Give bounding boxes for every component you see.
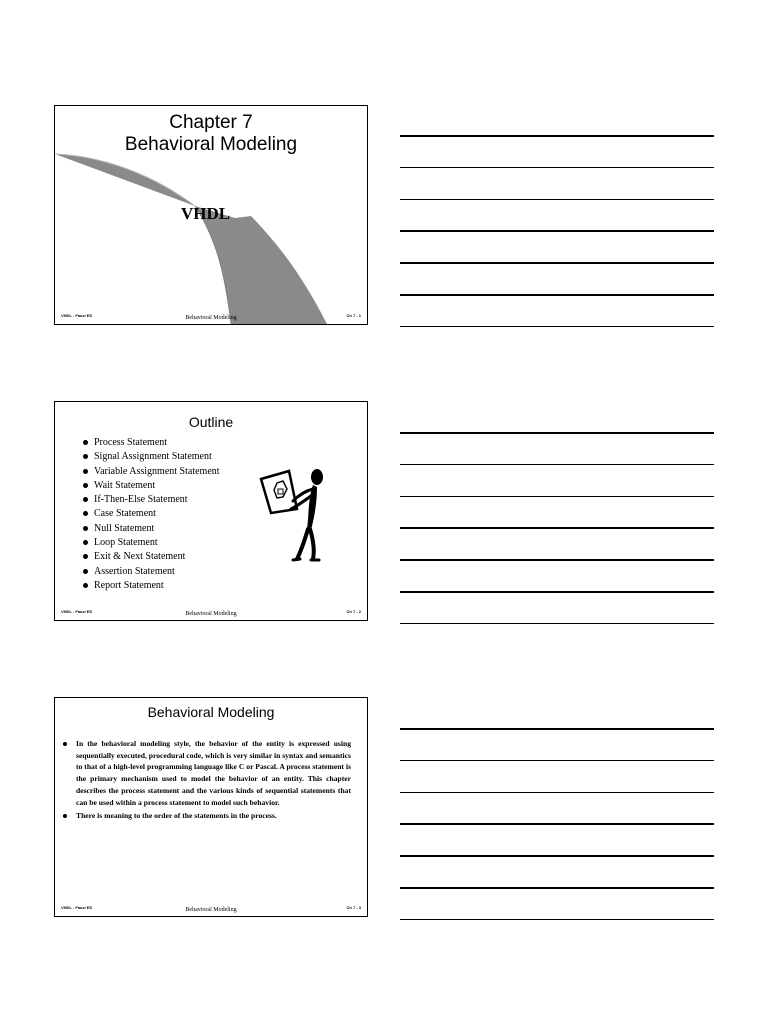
footer-topic: Behavioral Modeling: [185, 315, 237, 321]
bullet-icon: [83, 554, 88, 559]
note-line: [400, 167, 714, 169]
note-line: [400, 855, 714, 857]
note-line: [400, 135, 714, 137]
stick-figure-with-sign-icon: [253, 465, 333, 565]
note-line: [400, 760, 714, 762]
slide-title: Outline: [188, 414, 234, 430]
note-line: [400, 527, 714, 529]
outline-list: [83, 436, 220, 593]
note-line: [400, 887, 714, 889]
note-line: [400, 464, 714, 466]
bullet-icon: [83, 469, 88, 474]
note-line: [400, 623, 714, 625]
slide-title-line1: Chapter 7: [169, 112, 253, 133]
list-item: Report Statement: [83, 579, 220, 593]
footer-author: VHDL - Fauzi ES: [61, 905, 93, 910]
list-item: Variable Assignment Statement: [83, 465, 220, 479]
bullet-paragraph: In the behavioral modeling style, the behavior of the entity is expressed using sequentially executed, procedural code, which is very similar in syntax and semantics to that of a high-level programming language like C or Pascal. A process statement is the primary mechanism used to model the behavior of an entity. This chapter describes the process statement and the various kinds of sequential statements that can be used within a process statement to model such behavior.: [63, 738, 351, 808]
footer-topic: Behavioral Modeling: [185, 907, 237, 913]
bullet-icon: [63, 742, 67, 746]
note-line: [400, 919, 714, 921]
bullet-icon: [83, 483, 88, 488]
footer-slide-number: Ch 7 - 1: [346, 313, 361, 318]
note-line: [400, 559, 714, 561]
note-line: [400, 496, 714, 498]
bullet-icon: [83, 526, 88, 531]
note-line: [400, 591, 714, 593]
note-line: [400, 792, 714, 794]
list-item: Null Statement: [83, 522, 220, 536]
slide-title-line2: Behavioral Modeling: [124, 134, 298, 155]
note-line: [400, 728, 714, 730]
note-line: [400, 262, 714, 264]
slide-3: [54, 697, 368, 917]
footer-topic: Behavioral Modeling: [185, 611, 237, 617]
bullet-icon: [83, 440, 88, 445]
footer-slide-number: Ch 7 - 3: [346, 905, 361, 910]
slide-2: [54, 401, 368, 621]
bullet-paragraph: There is meaning to the order of the statements in the process.: [63, 810, 351, 822]
vhdl-logo-text: VHDL: [181, 204, 231, 223]
note-line: [400, 294, 714, 296]
list-item: Loop Statement: [83, 536, 220, 550]
bullet-icon: [83, 511, 88, 516]
slide-body: [63, 738, 351, 822]
slide-title: Behavioral Modeling: [147, 704, 275, 720]
list-item: If-Then-Else Statement: [83, 493, 220, 507]
bullet-icon: [83, 569, 88, 574]
note-line: [400, 432, 714, 434]
list-item: Process Statement: [83, 436, 220, 450]
list-item: Exit & Next Statement: [83, 550, 220, 564]
list-item: Signal Assignment Statement: [83, 450, 220, 464]
bullet-icon: [83, 540, 88, 545]
footer-slide-number: Ch 7 - 2: [346, 609, 361, 614]
footer-author: VHDL - Fauzi ES: [61, 609, 93, 614]
bullet-icon: [83, 497, 88, 502]
slide-1: [54, 105, 368, 325]
note-line: [400, 199, 714, 201]
note-line: [400, 326, 714, 328]
note-line: [400, 230, 714, 232]
footer-author: VHDL - Fauzi ES: [61, 313, 93, 318]
note-line: [400, 823, 714, 825]
list-item: Wait Statement: [83, 479, 220, 493]
list-item: Assertion Statement: [83, 565, 220, 579]
list-item: Case Statement: [83, 507, 220, 521]
bullet-icon: [63, 814, 67, 818]
bullet-icon: [83, 583, 88, 588]
bullet-icon: [83, 454, 88, 459]
